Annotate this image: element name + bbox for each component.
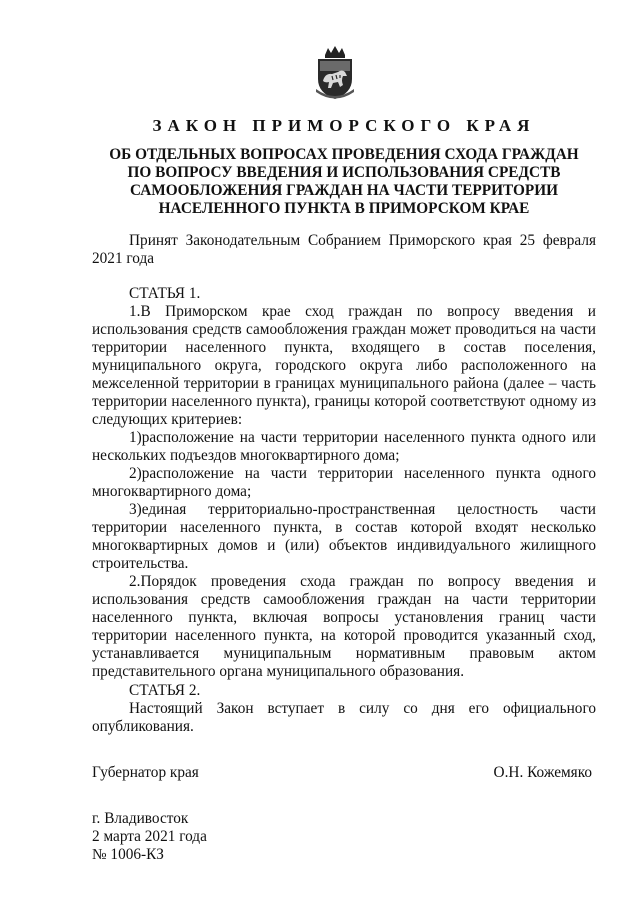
subject-line: ПО ВОПРОСУ ВВЕДЕНИЯ И ИСПОЛЬЗОВАНИЯ СРЕДСТВ: [127, 164, 561, 181]
article-2: [92, 682, 596, 736]
adoption-text: Принят Законодательным Собранием Приморского края 25 февраля 2021 года: [92, 232, 596, 267]
article-paragraph: Настоящий Закон вступает в силу со дня его официального опубликования.: [92, 700, 596, 735]
article-paragraph: 2)расположение на части территории населенного пункта одного многоквартирного дома;: [92, 465, 596, 500]
adoption-note: [92, 232, 596, 268]
subject-line: ОБ ОТДЕЛЬНЫХ ВОПРОСАХ ПРОВЕДЕНИЯ СХОДА ГРАЖДАН: [109, 146, 579, 163]
subject-line: САМООБЛОЖЕНИЯ ГРАЖДАН НА ЧАСТИ ТЕРРИТОРИИ: [129, 182, 559, 199]
article-paragraph: 3)единая территориально-пространственная целостность части территории населенного пункта, в состав которой входят несколько многоквартирных домов и (или) объектов индивидуального жилищного строительства.: [92, 501, 596, 572]
coat-of-arms-tiger-icon: [312, 45, 358, 101]
footer-date: 2 марта 2021 года: [92, 828, 207, 845]
document-footer: [92, 810, 207, 864]
signatory-position: Губернатор края: [92, 764, 199, 781]
subject-line: НАСЕЛЕННОГО ПУНКТА В ПРИМОРСКОМ КРАЕ: [158, 200, 530, 217]
law-subject: [92, 146, 596, 218]
article-paragraph: 1)расположение на части территории населенного пункта одного или нескольких подъездов многоквартирного дома;: [92, 429, 596, 464]
article-paragraph: 2.Порядок проведения схода граждан по вопросу введения и использования средств самообложения граждан на части территории населенного пункта, включая вопросы установления границ части территории населенного пункта, на которой проводится указанный сход, устанавливается муниципальным нормативным правовым актом представительного органа муниципального образования.: [92, 573, 596, 680]
article-heading: СТАТЬЯ 2.: [129, 682, 201, 699]
article-1: [92, 285, 596, 681]
article-paragraph: 1.В Приморском крае сход граждан по вопросу введения и использования средств самообложения граждан может проводиться на части территории населенного пункта, входящего в состав поселения, муниципального округа, городского округа либо расположенного на межселенной территории в границах муниципального района (далее – часть территории населенного пункта), границы которой соответствуют одному из следующих критериев:: [92, 303, 596, 428]
law-title: ЗАКОН ПРИМОРСКОГО КРАЯ: [152, 116, 536, 135]
footer-number: № 1006-КЗ: [92, 846, 164, 863]
signatory-name: О.Н. Кожемяко: [493, 764, 592, 781]
article-heading: СТАТЬЯ 1.: [129, 285, 201, 302]
footer-city: г. Владивосток: [92, 810, 189, 827]
